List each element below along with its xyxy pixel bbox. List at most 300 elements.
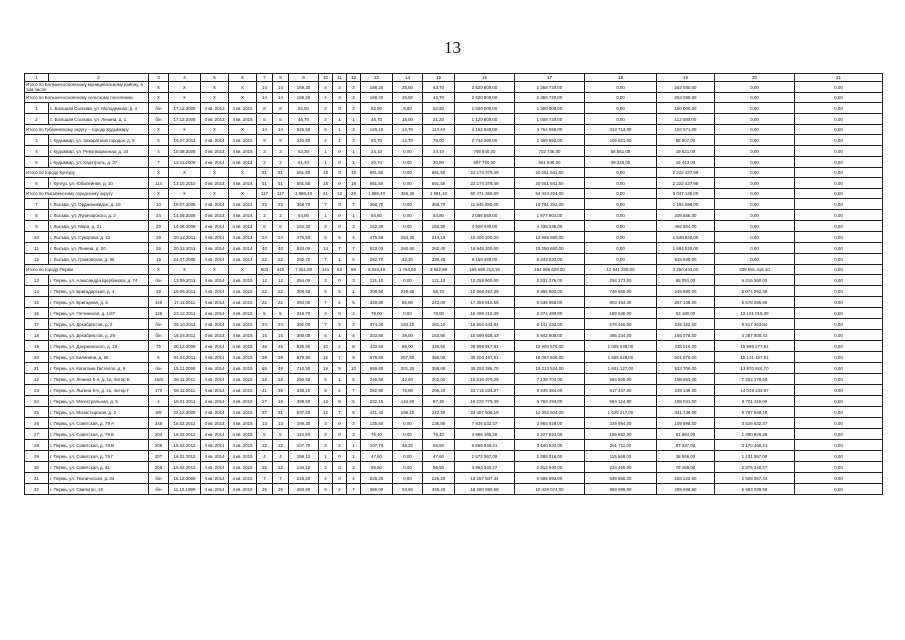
table-cell: 51 [273,168,289,178]
table-cell: 0,00 [585,178,657,189]
table-cell: 19.01.2011 [169,396,201,407]
address-cell: г. Пермь, ул. Советская, д. 79 Б [49,429,149,440]
table-cell: 394,00 [289,297,319,308]
address-cell: г. Пермь, ул. Техническая, д. 24 [49,473,149,484]
table-row [25,363,883,374]
table-cell: 5 [347,396,361,407]
table-cell: 0,00 [393,451,423,462]
table-cell: 1 694 520,00 [657,243,715,254]
table-cell: 0,00 [393,308,423,319]
table-cell: 22 [257,254,273,265]
table-cell: 0,00 [795,178,883,189]
table-cell: 24,10 [423,146,455,157]
table-cell: 86,80 [393,297,423,308]
table-cell: X [229,125,257,135]
table-cell: 165 078,00 [657,330,715,341]
table-cell: 61 884,00 [657,429,715,440]
table-cell: 5 [333,319,347,330]
table-cell: 6 693 039,58 [715,484,795,495]
table-cell: 399,60 [289,396,319,407]
table-cell: 7 [333,407,347,418]
row-number-cell: 8 [25,210,49,221]
table-cell: 0,00 [795,157,883,168]
table-cell: 13 [257,418,273,429]
table-cell: X [169,168,201,178]
table-cell: 6 [273,221,289,232]
table-cell: 206,10 [423,385,455,396]
table-cell: 374,20 [361,319,393,330]
column-number-cell: 3 [149,74,169,82]
table-cell: 226,20 [289,473,319,484]
table-cell: 329 994,00 [585,418,657,429]
table-cell: 246,50 [361,374,393,385]
table-cell: 501 876,00 [657,352,715,363]
table-cell: 20.12.2011 [169,232,201,243]
table-cell: 1 [333,330,347,341]
table-cell: 7 [347,199,361,210]
table-cell: 13.09.2011 [169,275,201,286]
address-cell: г. Лысьва, ул. Луначарского, д. 2 [49,210,149,221]
table-cell: 2 [333,341,347,352]
table-cell: 4 кв. 2015 [229,418,257,429]
row-number-cell: 11 [25,243,49,254]
table-cell: 1 025 217,00 [585,407,657,418]
table-cell: 207 [149,451,169,462]
table-row [25,484,883,495]
table-cell: 23 [273,199,289,210]
table-cell: 10 [319,341,333,352]
table-cell: 354,00 [289,275,319,286]
table-cell: 12 541 335,00 [585,265,657,275]
table-cell: 8 249 384,00 [515,385,585,396]
table-cell: 0 [333,418,347,429]
table-cell: 42,60 [393,374,423,385]
table-cell: 232,15 [361,396,393,407]
table-cell: 1 505 628,00 [585,352,657,363]
table-cell: 0,00 [795,82,883,93]
table-cell: 526,90 [289,341,319,352]
group-total-row [25,93,883,103]
table-cell: 4 кв. 2015 [229,114,257,125]
table-cell: 109 998,00 [657,418,715,429]
table-cell: 0,00 [715,221,795,232]
table-cell: 0,00 [585,243,657,254]
table-cell: 169,20 [361,82,393,93]
table-cell: 0,00 [393,462,423,473]
table-cell: 0,00 [795,103,883,114]
table-cell: 79,00 [423,135,455,146]
table-cell: 214,10 [423,232,455,243]
table-row [25,396,883,407]
table-cell: 19 213 524,00 [515,363,585,374]
table-cell: 2 813 940,00 [515,462,585,473]
table-cell: 7 [319,199,333,210]
address-cell: г. Пермь, ул. Александра Щербакова, д. 74 [49,275,149,286]
table-cell: 152,30 [423,221,455,232]
group-title-cell: Итого по Большесосновскому сельскому поселению [25,93,149,103]
table-cell: 41 [319,189,333,199]
table-cell: 25.10.2011 [169,319,201,330]
table-cell: 4 кв. 2016 [229,484,257,495]
table-cell: 0,00 [795,243,883,254]
table-cell: 7 [273,473,289,484]
table-cell: 0,00 [715,146,795,157]
group-title-cell: Итого по Лысьвенскому городскому округу [25,189,149,199]
table-cell: 6 595 992,00 [515,473,585,484]
row-number-cell: 20 [25,352,49,363]
table-cell: 7 [347,484,361,495]
table-cell: 169,20 [289,82,319,93]
table-cell: 20,90 [423,157,455,168]
table-cell: 329,80 [361,297,393,308]
table-cell: 12 302 604,00 [515,407,585,418]
table-cell: 239,40 [423,254,455,265]
table-cell: 0,00 [585,221,657,232]
column-number-cell: 12 [347,74,361,82]
table-cell: 503 [257,265,273,275]
table-cell: 245 [149,418,169,429]
table-cell: 4 кв. 2014 [201,221,229,232]
row-number-cell: 16 [25,308,49,319]
table-cell: 0 [333,178,347,189]
table-cell: 3 764 556,00 [515,125,585,135]
table-cell: 4 кв. 2014 [201,286,229,297]
table-cell: 4 кв. 2014 [201,297,229,308]
table-cell: 0,00 [715,232,795,243]
table-cell: 18 563 443,84 [455,319,515,330]
table-cell: 226 152,00 [657,319,715,330]
table-cell: 169,20 [289,93,319,103]
table-cell: 0,00 [715,125,795,135]
table-cell: 4 кв. 2015 [229,473,257,484]
table-cell: 0,00 [795,210,883,221]
address-cell: г. Лысьва, ул. Суворова, д. 22 [49,232,149,243]
table-cell: б/н [149,473,169,484]
table-cell: 365,30 [393,189,423,199]
table-cell: 30.12.2009 [169,341,201,352]
table-cell: 28 [149,286,169,297]
table-cell: X [229,93,257,103]
table-cell: 114 [149,178,169,189]
table-cell: 13 121 015,39 [715,308,795,319]
table-cell: 19.07.2006 [169,199,201,210]
table-cell: 152,30 [289,221,319,232]
table-cell: 17.11.2011 [169,297,201,308]
table-cell: 5 [257,308,273,319]
table-cell: 4 367 808,43 [715,330,795,341]
table-cell: 6 047 136,00 [657,189,715,199]
table-cell: 22 [273,254,289,265]
table-cell: 12 [257,440,273,451]
table-cell: 7 361,90 [289,265,319,275]
table-row [25,341,883,352]
column-number-cell: 11 [333,74,347,82]
table-cell: 769 840,00 [455,146,515,157]
table-cell: 4 кв. 2015 [229,319,257,330]
table-cell: 4 кв. 2013 [201,103,229,114]
table-cell: 3 140 532,00 [515,440,585,451]
table-cell: 222,30 [423,407,455,418]
table-cell: 2 [319,308,333,319]
row-number-cell: 9 [25,221,49,232]
table-cell: 193,10 [393,319,423,330]
table-cell: 185 652,00 [585,429,657,440]
table-cell: 5 [273,308,289,319]
table-cell: 1 601 127,00 [585,363,657,374]
table-cell: 112 080,00 [657,114,715,125]
table-cell: 358,60 [423,363,455,374]
table-cell: 17.12.2009 [169,103,201,114]
table-cell: 15 250 680,00 [515,243,585,254]
table-cell: 3 [347,125,361,135]
table-cell: 0,00 [795,473,883,484]
table-cell: 9 [257,135,273,146]
table-cell: 15 131 457,81 [715,352,795,363]
table-cell: 5 [347,297,361,308]
table-cell: 4 кв. 2014 [201,429,229,440]
table-cell: 39 [273,352,289,363]
table-cell: X [229,82,257,93]
table-cell: 62,50 [423,103,455,114]
table-cell: 0,00 [795,275,883,286]
table-cell: 22.12.2009 [169,407,201,418]
table-cell: 1 [347,286,361,297]
table-cell: 5 [319,232,333,243]
table-cell: 04.04.2011 [169,352,201,363]
table-row [25,275,883,286]
table-cell: 5 [347,407,361,418]
table-cell: 4 [347,232,361,243]
table-cell: 2 [257,157,273,168]
column-number-cell: 18 [585,74,657,82]
table-cell: 5 074 092,39 [715,286,795,297]
table-cell: 4 кв. 2016 [229,407,257,418]
table-cell: 117 [257,189,273,199]
table-cell: 1 500 000,00 [455,103,515,114]
table-cell: 1 591,10 [423,189,455,199]
table-cell: 0,00 [393,275,423,286]
row-number-cell: 18 [25,330,49,341]
row-number-cell: 22 [25,374,49,385]
table-cell: 4 [319,135,333,146]
table-row [25,199,883,210]
table-cell: 803 484,00 [585,297,657,308]
table-cell: 262 080,00 [657,93,715,103]
table-cell: 679,80 [289,352,319,363]
table-body [25,74,883,495]
table-cell: 117 [273,189,289,199]
table-cell: 16.02.2012 [169,429,201,440]
table-cell: X [169,93,201,103]
table-cell: 4 кв. 2014 [201,243,229,254]
table-cell: 40 [273,243,289,254]
table-cell: X [229,189,257,199]
table-cell: 2 227 824,00 [515,429,585,440]
table-cell: 24,10 [361,146,393,157]
table-cell: 12.11.2009 [169,157,201,168]
table-cell: 208 [149,462,169,473]
table-cell: 6 [319,374,333,385]
table-cell: 7 926 532,37 [455,418,515,429]
table-cell: 16.07.2011 [169,135,201,146]
table-cell: 533 709,00 [657,363,715,374]
column-number-cell: 2 [49,74,149,82]
table-cell: 1 [319,210,333,221]
table-cell: 198 853,00 [657,374,715,385]
table-cell: 1 [319,146,333,157]
table-cell: 39,90 [393,330,423,341]
table-cell: 1 [347,157,361,168]
table-cell: 0,00 [795,125,883,135]
table-cell: 0,00 [393,157,423,168]
table-cell: 6 [149,352,169,363]
table-cell: 262,40 [423,243,455,254]
address-cell: г. Пермь, ул. Декабристов, д. 29 [49,330,149,341]
table-cell: 0 [333,199,347,210]
table-cell: 492 804,00 [657,221,715,232]
table-cell: 421,40 [361,407,393,418]
table-cell: 18 [319,168,333,178]
table-cell: 2 274 480,00 [515,308,585,319]
table-cell: 13 [273,418,289,429]
table-cell: 234 495,00 [585,462,657,473]
table-cell: 263,40 [393,232,423,243]
table-cell: 4 кв. 2015 [229,341,257,352]
table-row [25,232,883,243]
table-cell: 14 [273,125,289,135]
table-cell: 75 [149,341,169,352]
table-cell: 43,70 [423,82,455,93]
table-cell: 58 561,00 [585,146,657,157]
table-cell: 183 222,00 [657,473,715,484]
table-cell: 2 929 067,44 [715,473,795,484]
table-cell: 16.06.2011 [169,286,201,297]
table-cell: 0,00 [795,297,883,308]
table-cell: 0,00 [795,341,883,352]
table-cell: 6 [347,254,361,265]
table-cell: 0,00 [795,462,883,473]
table-cell: 1 877 904,00 [515,210,585,221]
table-cell: 1 [333,125,347,135]
table-cell: 4 кв. 2014 [229,199,257,210]
table-cell: 4 кв. 2013 [201,114,229,125]
row-number-cell: 31 [25,473,49,484]
table-cell: 368,70 [289,199,319,210]
table-cell: 249 885,00 [657,286,715,297]
row-number-cell: 28 [25,440,49,451]
table-cell: 433,60 [361,341,393,352]
table-cell: 2 [333,385,347,396]
resettlement-registry-table [24,73,883,495]
page-number: 13 [444,38,461,57]
table-cell: 45 [273,341,289,352]
table-cell: 23.12.2011 [169,308,201,319]
table-cell: 0,00 [585,82,657,93]
table-cell: 7 [333,352,347,363]
table-cell: 11.10.1999 [169,484,201,495]
table-cell: 229,80 [393,286,423,297]
table-cell: 4 кв. 2014 [229,157,257,168]
table-cell: 4 кв. 2014 [201,199,229,210]
table-cell: 6 [319,286,333,297]
table-cell: 0,00 [795,352,883,363]
table-cell: 1 [333,374,347,385]
table-cell: 6 678 285,56 [715,297,795,308]
table-cell: 3 531 276,00 [515,275,585,286]
table-row [25,440,883,451]
table-cell: 8 [273,103,289,114]
table-cell: 4 кв. 2015 [229,429,257,440]
table-cell: 440 [273,265,289,275]
table-row [25,210,883,221]
table-cell: 7 [319,319,333,330]
address-cell: г. Пермь, ул. Монастырская, д. 2 [49,407,149,418]
table-cell: 0 [333,429,347,440]
table-cell: 4 кв. 2015 [229,462,257,473]
table-cell: 4 кв. 2014 [201,407,229,418]
table-cell: 15 [273,330,289,341]
column-number-cell: 8 [273,74,289,82]
table-cell: 1 764,50 [393,265,423,275]
table-cell: 4 кв. 2014 [201,462,229,473]
table-cell: 925,50 [289,125,319,135]
table-cell: 4 кв. 2016 [229,396,257,407]
table-cell: 4 кв. 2014 [201,275,229,286]
table-cell: 10 669 492,39 [455,286,515,297]
table-cell: 7 [333,243,347,254]
table-cell: 4 [347,330,361,341]
table-cell: 0 [333,451,347,462]
table-cell: 11 945 880,00 [455,199,515,210]
table-cell: 38 [273,385,289,396]
table-cell: 25,50 [393,82,423,93]
table-cell: 170 [149,385,169,396]
table-cell: 15 499 215,39 [455,308,515,319]
table-cell: X [169,125,201,135]
table-cell: X [201,125,229,135]
table-cell: 12 [257,275,273,286]
table-cell: б/н [149,114,169,125]
group-total-row [25,82,883,93]
table-row [25,297,883,308]
row-number-cell: 2 [25,114,49,125]
table-cell: 14.08.2008 [169,210,201,221]
address-cell: г. Пермь, ул. Бригадная, д. 5 [49,297,149,308]
table-cell: 203,80 [361,330,393,341]
table-cell: 159,10 [289,451,319,462]
table-cell: 4 435 236,00 [515,221,585,232]
table-cell: 0 [333,275,347,286]
row-number-cell: 14 [25,286,49,297]
table-cell: 0,00 [795,451,883,462]
table-cell: 46,70 [361,114,393,125]
table-cell: X [169,265,201,275]
table-cell: б/н [149,330,169,341]
table-cell: 495 234,00 [585,330,657,341]
table-cell: 12 904 576,00 [515,341,585,352]
table-cell: 9,60 [393,103,423,114]
table-cell: 3 965 928,00 [515,418,585,429]
table-cell: 0,00 [795,418,883,429]
row-number-cell: 17 [25,319,49,330]
group-title-cell: Итого по Губахинскому округу – городу Кудымкару [25,125,149,135]
table-cell: 4 928 040,00 [455,221,515,232]
table-cell: 15 [257,330,273,341]
table-cell: 3 966 186,28 [455,429,515,440]
table-cell: 20 051 941,50 [515,168,585,178]
table-cell: 12 [273,462,289,473]
table-cell: 9 636 968,00 [515,297,585,308]
